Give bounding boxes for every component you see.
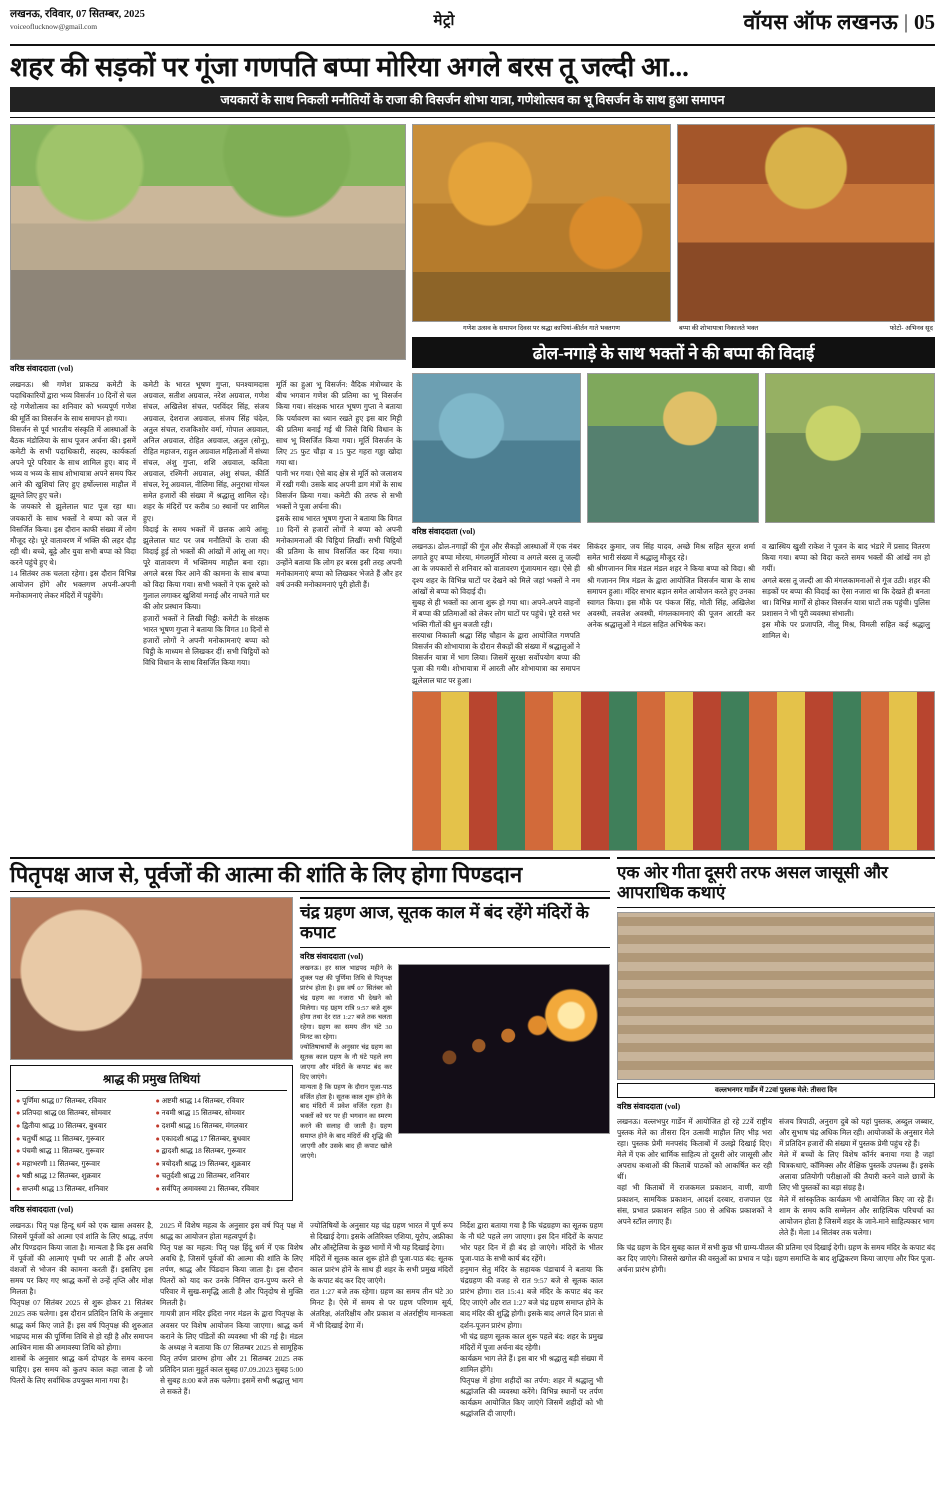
list-item: ● पूर्णिमा श्राद्ध 07 सितम्बर, रविवार — [16, 1096, 107, 1105]
bf-a-p2: वहां भी किताबों में राजकमल प्रकाशन, वाणी, वाणी प्रकाशन, सामयिक प्रकाशन, आदर्श दरबार, राजपाल एंड संस, प्रभात प्रकाशन सहित 500 से अधिक प्रकाशकों ने अपने स्टॉल लगाए हैं। — [617, 1183, 772, 1226]
list-item-label: महाभरणी 11 सितम्बर, गुरूवार — [22, 1159, 100, 1168]
cola-p1: लखनऊ। पितृ पक्ष हिन्दू धर्म को एक खास अवसर है, जिसमें पूर्वजों को आत्मा एवं शांति के लिए श्राद्ध, तर्पण और पिण्डदान किया जाता है। मान्यता है कि इस अवधि में पूर्वजों की आत्माएं पृथ्वी पर आती हैं और अपने वंशजों से भोजन की कामना करती हैं। इसलिए इस समय पर किए गए श्राद्ध कर्मों से उन्हें तृप्ति और मोक्ष मिलता है। — [10, 1220, 153, 1297]
colc-p4: ज्योतिषियों के अनुसार यह चंद्र ग्रहण भारत में पूर्ण रूप से दिखाई देगा। इसके अतिरिक्त एशिया, यूरोप, अफ्रीका और ऑस्ट्रेलिया के कुछ भागों में भी यह दिखाई देगा। — [310, 1220, 453, 1252]
pitru-paksh-article — [10, 857, 610, 1420]
pitru-left-col — [10, 897, 293, 1201]
top-left-column — [10, 124, 406, 850]
bottom-col-4 — [460, 1220, 603, 1420]
list-item: ● महाभरणी 11 सितम्बर, गुरूवार — [16, 1159, 100, 1168]
list-item-label: दशमी श्राद्ध 16 सितम्बर, मंगलवार — [161, 1122, 248, 1131]
top-photo-grid — [10, 124, 935, 850]
page-number: 05 — [914, 9, 935, 34]
list-item-label: पंचमी श्राद्ध 11 सितम्बर, गुरूवार — [22, 1147, 105, 1156]
cold-p3: हनुमान सेतु मंदिर के सहायक पंडाचार्य ने बताया कि चंद्रग्रहण की वजह से रात 9:57 बजे से सूतक काल प्रारंभ होगा। रात 15:41 बजे मंदिर के कपाट बंद कर दिए जाएंगे और रात 1:27 बजे चंद्र ग्रहण समाप्त होने के बाद मंदिर की शुद्धि होगी। इसके बाद अगले दिन प्रातः से दर्शन-पूजन प्रारंभ होगा। — [460, 1265, 603, 1330]
col2-p2: विदाई के समय भक्तों में छलक आये आंसू: झुलेलाल घाट पर जब मनौतियों के राजा की विदाई हुई तो भक्तों की आंखों में आंसू आ गए। पूरे वातावरण में भक्तिमय माहौल बना रहा। अगले बरस फिर आने की कामना के साथ बप्पा को विदा किया गया। सभी भक्तों ने एक दूसरे को गुलाल लगाकर खुशियां मनाई और नाचते गाते घर की ओर प्रस्थान किया। — [143, 524, 269, 612]
grahan-title-bar — [300, 897, 610, 948]
list-item: ● द्वादशी श्राद्ध 18 सितम्बर, गुरूवार — [155, 1147, 246, 1156]
section-band: ढोल-नगाड़े के साथ भक्तों ने की बप्पा की विदाई — [412, 337, 935, 368]
col6-p2: अगले बरस तू जल्दी आ की मंगलकामनाओं से गूंज उठी। शहर की सड़कों पर बप्पा की विदाई का ऐसा नजारा था कि देखते ही बनता था। विभिन्न मार्गों से होकर विसर्जन यात्रा घाटों तक पहुंची। पुलिस प्रशासन ने भी पूरी व्यवस्था संभाली। — [762, 575, 930, 618]
photo-visarjan-1 — [412, 373, 581, 523]
list-item-label: सर्वपितृ अमावस्या 21 सितम्बर, रविवार — [161, 1185, 259, 1193]
list-item-label: अष्टमी श्राद्ध 14 सितम्बर, रविवार — [161, 1096, 245, 1105]
col2-p3: हजारों भक्तों ने लिखी चिट्ठी: कमेटी के संरक्षक भारत भूषण गुप्ता ने बताया कि विगत 10 दिनों से हजारों लोगों ने अपनी मनोकामनाएं बप्पा को चिट्ठी के माध्यम से लिखकर दीं। सभी चिट्ठियों को विधि विधान के साथ विसर्जित किया गया। — [143, 613, 269, 667]
bookfair-headline: एक ओर गीता दूसरी तरफ असल जासूसी और आपराधिक कथाएं — [617, 862, 888, 902]
cold-p4: भी चंद्र ग्रहण सूतक काल शुरू पहले बंद: शहर के प्रमुख मंदिरों में पूजा अर्चना बंद रहेगी। — [460, 1331, 603, 1352]
list-item: ● चतुर्थी श्राद्ध 11 सितम्बर, गुरूवार — [16, 1134, 105, 1143]
lead-right-text-columns — [412, 541, 935, 685]
col1-p1: लखनऊ। श्री गणेश प्राकट्य कमेटी के पदाधिकारियों द्वारा भव्य विसर्जन 10 दिनों से चल रहे गणेशोत्सव का शनिवार को भव्यपूर्ण गणेश की मूर्ति का विसर्जन के साथ समापन हो गया। — [10, 380, 136, 423]
bottom-col-1 — [10, 1220, 153, 1420]
page-title: शहर की सड़कों पर गूंजा गणपति बप्पा मोरिया अगले बरस तू जल्दी आ... — [10, 52, 689, 82]
chandra-grahan-block — [300, 897, 610, 1201]
photo-book-fair — [617, 912, 935, 1080]
text-column-5 — [587, 541, 755, 685]
list-item-label: द्वितीया श्राद्ध 10 सितम्बर, बुधवार — [22, 1122, 107, 1131]
bookfair-col-1 — [617, 1116, 772, 1238]
text-column-1 — [10, 379, 136, 668]
list-item-label: द्वादशी श्राद्ध 18 सितम्बर, गुरूवार — [161, 1147, 246, 1156]
photo-visarjan-3 — [765, 373, 935, 523]
photo-a-wrap — [412, 124, 671, 333]
cold-p6: पितृपक्ष में होगा शहीदों का तर्पण: शहर में श्रद्धालु भी श्रद्धांजलि की व्यवस्था करेंगे। विभिन्न स्थानों पर तर्पण कार्यक्रम आयोजित किए जाएंगे जिसमें शहीदों को भी श्रद्धांजलि दी जाएगी। — [460, 1376, 603, 1419]
bf-b-p3: मेले में सांस्कृतिक कार्यक्रम भी आयोजित किए जा रहे हैं। शाम के समय कवि सम्मेलन और साहित्यिक परिचर्चा का आयोजन होता है जिसमें शहर के जाने-माने साहित्यकार भाग लेते हैं। मेला 14 सितंबर तक चलेगा। — [779, 1194, 934, 1237]
colc-p5: मंदिरों में सूतक काल शुरू होते ही पूजा-पाठ बंद: सूतक काल प्रारंभ होने के साथ ही शहर के सभी प्रमुख मंदिरों के कपाट बंद कर दिए जाएंगे। — [310, 1253, 453, 1286]
colb-p2: पितृ पक्ष का महत्व: पितृ पक्ष हिंदू धर्म में एक विशेष अवधि है, जिसमें पूर्वजों की आत्मा की शांति के लिए तर्पण, श्राद्ध और पिंडदान किया जाता है। इस दौरान पितरों को याद कर उनके निमित्त दान-पुण्य करने से परिवार में सुख-समृद्धि आती है और पितृदोष से मुक्ति मिलती है। — [160, 1242, 303, 1308]
col3-p1: पानी भर गया। ऐसे बाद क्षेत्र से मूर्ति को जलाशय में रखी गयी। उसके बाद अपनी डाग मंत्रों के साथ विसर्जन क्रिया गया। कमेटी की तरफ से सभी भक्तों ने पूजा अर्चना की। — [276, 469, 402, 512]
list-item: ● चतुर्दशी श्राद्ध 20 सितम्बर, शनिवार — [155, 1172, 250, 1181]
grahan-headline: चंद्र ग्रहण आज, सूतक काल में बंद रहेंगे मंदिरों के कपाट — [300, 902, 589, 942]
list-item: ● पंचमी श्राद्ध 11 सितम्बर, गुरूवार — [16, 1147, 105, 1156]
list-item-label: षष्ठी श्राद्ध 12 सितम्बर, शुक्रवार — [22, 1172, 101, 1181]
masthead-separator: | — [903, 10, 908, 33]
cold-p1: रात 1:27 बजे तक रहेगा। ग्रहण का समय तीन घंटे 30 मिनट है। ऐसे में समय से पर ग्रहण परिणाम सूर्य, अंतरिक्ष, अंतरिक्षीय और प्रकाश व अंतर्राष्ट्रीय मानकता में भी दिखाई देगा में। — [310, 1287, 453, 1330]
list-item-label: सप्तमी श्राद्ध 13 सितम्बर, शनिवार — [22, 1185, 109, 1193]
col2-p1: कमेटी के भारत भूषण गुप्ता, घनश्यामदास अग्रवाल, सतीश अग्रवाल, नरेश अग्रवाल, गणेश संचल, अखिलेश संचल, परविंदर सिंह, संजय अग्रवाल, देशराज अग्रवाल, संजय सिंह चंदेल, अतुल संचल, राजकिशोर वर्मा, गोपाल अग्रवाल, अनिल अग्रवाल, रोहित अग्रवाल, अतुल (सोनू), रोहित महाजन, राहुल अग्रवाल महिलाओं में संध्या संचल, अंशु गुप्ता, शशि अग्रवाल, कविता अग्रवाल, रश्मिनी अग्रवाल, अंशु संचल, कीर्ति संचल, रेनू अग्रवाल, नीलिमा सिंह, अनुराधा गोयल समेत हजारों की संख्या में श्रद्धालु शामिल रहे। शहर के मंदिरों पर करीब 50 स्थानों पर शामिल हुए। — [143, 380, 269, 523]
top-right-column — [412, 124, 935, 850]
lead-text-columns — [10, 379, 406, 668]
publication-date: लखनऊ, रविवार, 07 सितम्बर, 2025 — [10, 9, 145, 20]
photo-solar-eclipse — [398, 964, 610, 1134]
colb-p1: 2025 में विशेष महत्व के अनुसार इस वर्ष पितृ पक्ष में श्राद्ध का आयोजन होता महत्वपूर्ण है। — [160, 1220, 303, 1241]
bookfair-extra-1: कि चंद्र ग्रहण के दिन सुबह काल में सभी कुछ भी ग्राम्य-पीतल की प्रतिमा एवं दिखाई देगी। ग्रहण के समय मंदिर के कपाट बंद कर दिए जाएंगे। जिससे खगोल की वस्तुओं का प्रभाव न पड़े। ग्रहण समाप्ति के बाद शुद्धिकरण किया जाएगा और फिर पूजा-अर्चना प्रारंभ होगी। — [617, 1242, 935, 1275]
list-item: ● षष्ठी श्राद्ध 12 सितम्बर, शुक्रवार — [16, 1172, 101, 1181]
bf-a-p1: लखनऊ। वल्लभपुर गार्डेन में आयोजित हो रहे 22वें राष्ट्रीय पुस्तक मेले का तीसरा दिन उत्सवी माहौल लिए भीड़ भरा रहा। पुस्तक प्रेमी मनपसंद किताबों में उलझे दिखाई दिए। मेले में एक ओर धार्मिक साहित्य तो दूसरी ओर जासूसी और अपराध कथाओं की किताबें पाठकों को आकर्षित कर रही थीं। — [617, 1116, 772, 1182]
list-item-label: पूर्णिमा श्राद्ध 07 सितम्बर, रविवार — [22, 1096, 107, 1105]
publication-name: वॉयस ऑफ लखनऊ — [743, 10, 898, 34]
pitru-bottom-columns — [10, 1220, 610, 1420]
text-column-6 — [762, 541, 930, 685]
bookfair-byline: वरिष्ठ संवाददाता (vol) — [617, 1101, 681, 1111]
lower-section — [10, 857, 935, 1420]
byline-left: वरिष्ठ संवाददाता (vol) — [10, 364, 74, 374]
masthead-right — [743, 8, 935, 36]
grahan-col-p1: लखनऊ। हर साल भाद्रपद महीने के शुक्ल पक्ष की पूर्णिमा तिथि से पितृपक्ष प्रारंभ होता है। इस वर्ष 07 सितंबर को चंद्र ग्रहण का नजारा भी देखने को मिलेगा। यह ग्रहण रात्रि 9:57 बजे शुरू होगा तथा देर रात 1:27 बजे तक चलता रहेगा। ग्रहण का समय तीन घंटे 30 मिनट का रहेगा। — [300, 964, 392, 1042]
photo-women-devotees — [412, 691, 935, 851]
list-item-label: एकादशी श्राद्ध 17 सितम्बर, बुधवार — [161, 1134, 250, 1143]
byline-mid: वरिष्ठ संवाददाता (vol) — [412, 527, 476, 537]
shradh-dates-box — [10, 1065, 293, 1201]
col3-p2: इसके साथ भारत भूषण गुप्ता ने बताया कि विगत 10 दिनों से हजारों लोगों ने बप्पा को अपनी मनोकामनाओं की चिट्ठियां लिखीं। सभी चिट्ठियों की प्रतिमा के साथ विसर्जित कर दिया गया। उन्होंने बताया कि लोग हर बरस इसी तरह अपनी मनोकामनाएं बप्पा को लिखकर भेजते हैं और हर वर्ष उनकी मनोकामनाएं पूरी होती हैं। — [276, 513, 402, 590]
masthead-left — [10, 8, 145, 32]
pitru-top-grid — [10, 897, 610, 1201]
two-photo-row — [412, 124, 935, 333]
list-item: ● अष्टमी श्राद्ध 14 सितम्बर, रविवार — [155, 1096, 245, 1105]
cold-p5: कार्यक्रम भाग लेते हैं। इस बार भी श्रद्धालु बड़ी संख्या में शामिल होंगे। — [460, 1353, 603, 1375]
lead-photo-procession — [10, 124, 406, 360]
text-column-4 — [412, 541, 580, 685]
list-item: ● सर्वपितृ अमावस्या 21 सितम्बर, रविवार — [155, 1185, 259, 1193]
col1-p4: 14 सितंबर तक चलता रहेगा। इस दौरान विभिन्न आयोजन होंगे और भक्तगण अपनी-अपनी मनोकामनाएं लेकर मंदिरों में पहुंचेंगे। — [10, 569, 136, 601]
cold-p2: निर्देश द्वारा बताया गया है कि चंद्रग्रहण का सूतक ग्रहण के नौ घंटे पहले लग जाएगा। इस दिन मंदिरों के कपाट भोर पहर दिन में ही बंद हो जाएंगे। मंदिरों के भीतर पूजा-पाठ के सभी कार्य बंद रहेंगे। — [460, 1220, 603, 1263]
list-item-label: नवमी श्राद्ध 15 सितम्बर, सोमवार — [161, 1109, 245, 1118]
photo-visarjan-2 — [587, 373, 759, 523]
list-item-label: चतुर्दशी श्राद्ध 20 सितम्बर, शनिवार — [161, 1172, 250, 1181]
colb-p3: गायत्री ज्ञान मंदिर इंदिरा नगर मंडल के द्वारा पितृपक्ष के अवसर पर विशेष आयोजन किया जाएगा। श्राद्ध कर्म कराने के लिए पंडितों की व्यवस्था भी की गई है। मंडल के अध्यक्ष ने बताया कि 07 सितम्बर 2025 से सामूहिक पितृ तर्पण प्रारम्भ होगा और 21 सितम्बर 2025 तक प्रतिदिन प्रातः मुहूर्त काल सुबह 07.09.2023 सुबह 5:00 से सुबह 8:00 बजे तक चलेगा। इसमें सभी श्रद्धालु भाग ले सकते हैं। — [160, 1309, 303, 1397]
cola-p3: शास्त्रों के अनुसार श्राद्ध कर्म दोपहर के समय करना चाहिए। इस समय को कुतप काल कहा जाता है जो पितरों के लिए सर्वाधिक उपयुक्त माना गया है। — [10, 1353, 153, 1386]
photo-shobhayatra — [677, 124, 935, 322]
photo-tarpan-hands — [10, 897, 293, 1060]
bf-b-p2: मेले में बच्चों के लिए विशेष कॉर्नर बनाया गया है जहां चित्रकथाएं, कॉमिक्स और शैक्षिक पुस्तकें उपलब्ध हैं। इसके अलावा प्रतियोगी परीक्षाओं की तैयारी करने वाले छात्रों के लिए भी पुस्तकों का बड़ा संग्रह है। — [779, 1150, 934, 1193]
list-item: ● प्रतिपदा श्राद्ध 08 सितम्बर, सोमवार — [16, 1109, 111, 1118]
book-fair-article — [617, 857, 935, 1420]
col4-p1: लखनऊ। ढोल-नगाड़ों की गूंज और सैकड़ों आस्थाओं में एक नंबर लगाते हुए बप्पा मोरया, मंगलमूर्ति मोरया व अगले बरस तू जल्दी आ के जयकारों से शनिवार को वातावरण गूंजायमान रहा। ऐसे ही दृश्य शहर के विभिन्न घाटों पर देखने को मिले जहां भक्तों ने नम आंखों से बप्पा को विदाई दी। — [412, 542, 580, 596]
list-item: ● द्वितीया श्राद्ध 10 सितम्बर, बुधवार — [16, 1122, 107, 1131]
shradh-list-left — [16, 1095, 148, 1196]
shradh-list-columns — [16, 1095, 287, 1196]
col2-p4: मूर्ति का हुआ भू विसर्जन: वैदिक मंत्रोच्चार के बीच भगवान गणेश की प्रतिमा का भू विसर्जन किया गया। संरक्षक भारत भूषण गुप्ता ने बताया कि पर्यावरण का ध्यान रखते हुए इस बार मिट्टी की प्रतिमा बनाई गई थी जिसे विधि विधान के साथ भू विसर्जित किया गया। मूर्ति विसर्जन के लिए 25 फुट चौड़ा व 15 फुट गहरा गड्ढा खोदा गया था। — [276, 380, 402, 467]
caption-photo-b: बप्पा की शोभायात्रा निकालते भक्त — [679, 325, 759, 333]
col3-p3: सरयाधा निकाली श्रद्धा सिंह चौहान के द्वारा आयोजित गणपति विसर्जन की शोभायात्रा के दौरान सैकड़ों की संख्या में श्रद्धालुओं ने विसर्जन यात्रा में भाग लिया। जिसमें सुरक्षा सर्वोपयोग बप्पा की पूजा की गयी। शोभायात्रा में आरती और शोभायात्रा का समापन झूलेलाल घाट पर हुआ। — [412, 631, 580, 685]
bottom-col-2 — [160, 1220, 303, 1420]
section-label: मेट्रो — [433, 13, 455, 29]
col4-p2: सुबह से ही भक्तों का आना शुरू हो गया था। अपने-अपने वाहनों में बप्पा की प्रतिमाओं को लेकर लोग घाटों पर पहुंचे। पूरे रास्ते भर भक्ति गीतों की धुन बजती रही। — [412, 597, 580, 629]
masthead — [10, 8, 935, 40]
list-item-label: त्रयोदशी श्राद्ध 19 सितम्बर, शुक्रवार — [161, 1159, 251, 1168]
shradh-list-title: श्राद्ध की प्रमुख तिथियां — [16, 1070, 287, 1091]
col1-p3: के जयकारे से झुलेलाल घाट पूज रहा था। जयकारों के साथ भक्तों ने बप्पा को जल में विसर्जित किया। इस दौरान काफी संख्या में लोग मौजूद रहे। पूरे वातावरण में भक्ति की लहर दौड़ रही थी। बच्चे, बूढ़े और युवा सभी बप्पा को विदा करने पहुंचे हुए थे। — [10, 502, 136, 567]
caption-photo-a: गणेश उत्सव के समापन दिवस पर श्रद्धा कापियां-कीर्तन गाते भक्तगण — [463, 325, 620, 333]
three-photo-row — [412, 373, 935, 523]
col6-p3: इस मौके पर प्रजापति, नीलू मिश्र, विमली सहित कई श्रद्धालु शामिल थे। — [762, 620, 930, 641]
col1-p2: विसर्जन से पूर्व भारतीय संस्कृति में आस्थाओं के बैठक मंडोलिया के साथ पूजन अर्चना की। इसमें कमेटी के सभी पदाधिकारी, सदस्य, कार्यकर्ता अपने पूरे परिवार के साथ शामिल हुए। बाद में भव्य व भव्य के साथ शोभायात्रा अपने समय फिर आने की खुशियां लिए हुए हर्षोल्लास माहौल में झूमते लिए हुए चले। — [10, 424, 136, 501]
bookfair-col-2 — [779, 1116, 934, 1238]
col5-p2: श्री श्रीगजानन मित्र मंडल मंडल शहर ने किया बप्पा को विदा। श्री श्री गजानन मित्र मंडल के द्वारा आयोजित विसर्जन यात्रा के साथ समापन हुआ। मंदिर सभार बड़ान समेत आयोजन करते हुए उनका स्वागत किया। इस मौके पर पंकज सिंह, मोती सिंह, अखिलेश अवस्थी, लवलेश अवस्थी, मंगलकामनाएं की पूजन आरती कर अनेक श्रद्धालुओं ने मंडल सहित अभिषेक कर। — [587, 564, 755, 629]
pitru-title-bar — [10, 857, 610, 892]
bookfair-columns — [617, 1116, 935, 1238]
bf-b-p1: संजय त्रिपाठी, अनुराग दुबे को यहां पुस्तक, अब्दुल जब्बार, और सुभाष चंद्र अधिक मिल रही। आयोजकों के अनुसार मेले में प्रतिदिन हजारों की संख्या में पुस्तक प्रेमी पहुंच रहे हैं। — [779, 1116, 934, 1148]
caption-photo-credit: फोटो- अभिनव सूद — [889, 325, 933, 333]
shradh-list-right — [156, 1095, 288, 1196]
photo-b-wrap — [677, 124, 935, 333]
pitru-headline: पितृपक्ष आज से, पूर्वजों की आत्मा की शांति के लिए होगा पिण्डदान — [10, 861, 523, 887]
bookfair-title-bar — [617, 857, 935, 908]
photo-kirtan — [412, 124, 671, 322]
lead-subhead: जयकारों के साथ निकली मनौतियों के राजा की विसर्जन शोभा यात्रा, गणेशोत्सव का भू विसर्जन के साथ हुआ समापन — [10, 87, 935, 112]
list-item: ● एकादशी श्राद्ध 17 सितम्बर, बुधवार — [155, 1134, 250, 1143]
list-item: ● सप्तमी श्राद्ध 13 सितम्बर, शनिवार — [16, 1185, 109, 1193]
list-item: ● दशमी श्राद्ध 16 सितम्बर, मंगलवार — [155, 1122, 248, 1131]
bookfair-caption: वल्लभनगर गार्डेन में 22वां पुस्तक मेले: तीसरा दिन — [617, 1083, 935, 1098]
text-column-3 — [276, 379, 402, 668]
col5-p1: सिकंदर कुमार, जय सिंह यादव, अच्छे मिश्र सहित सूरज शर्मा समेत भारी संख्या में श्रद्धालु मौजूद रहे। — [587, 542, 755, 563]
lead-headline-block — [10, 44, 935, 118]
col6-p1: व खास्थिय खुशी राकेश ने पूजन के बाद भंडारे में प्रसाद वितरण किया गया। बप्पा को विदा करते समय भक्तों की आंखें नम हो गयीं। — [762, 542, 930, 574]
list-item-label: प्रतिपदा श्राद्ध 08 सितम्बर, सोमवार — [22, 1109, 111, 1118]
bottom-col-3 — [310, 1220, 453, 1420]
contact-email: voiceoflucknow@gmail.com — [10, 22, 98, 32]
grahan-byline: वरिष्ठ संवाददाता (vol) — [300, 951, 364, 961]
grahan-col-p3: मान्यता है कि ग्रहण के दौरान पूजा-पाठ वर्जित होता है। सूतक काल शुरू होने के बाद मंदिरों में प्रवेश वर्जित रहता है। भक्तों को घर पर ही भगवान का स्मरण करने की सलाह दी जाती है। ग्रहण समाप्त होने के बाद मंदिरों की शुद्धि की जाएगी और उसके बाद ही कपाट खोले जाएंगे। — [300, 1083, 392, 1160]
grahan-col-p2: ज्योतिषाचार्यों के अनुसार चंद्र ग्रहण का सूतक काल ग्रहण के नौ घंटे पहले लग जाएगा और मंदिरों के कपाट बंद कर दिए जाएंगे। — [300, 1044, 392, 1081]
list-item: ● त्रयोदशी श्राद्ध 19 सितम्बर, शुक्रवार — [155, 1159, 251, 1168]
list-item-label: चतुर्थी श्राद्ध 11 सितम्बर, गुरूवार — [22, 1134, 105, 1143]
text-column-2 — [143, 379, 269, 668]
cola-p2: पितृपक्ष 07 सितंबर 2025 से शुरू होकर 21 सितंबर 2025 तक चलेगा। इस दौरान प्रतिदिन तिथि के अनुसार श्राद्ध कर्म किए जाते हैं। इस वर्ष पितृपक्ष की शुरुआत भाद्रपद मास की पूर्णिमा तिथि से हो रही है और समापन आश्विन मास की अमावस्या तिथि को होगा। — [10, 1298, 153, 1352]
list-item: ● नवमी श्राद्ध 15 सितम्बर, सोमवार — [155, 1109, 245, 1118]
pitru-byline: वरिष्ठ संवाददाता (vol) — [10, 1204, 74, 1214]
